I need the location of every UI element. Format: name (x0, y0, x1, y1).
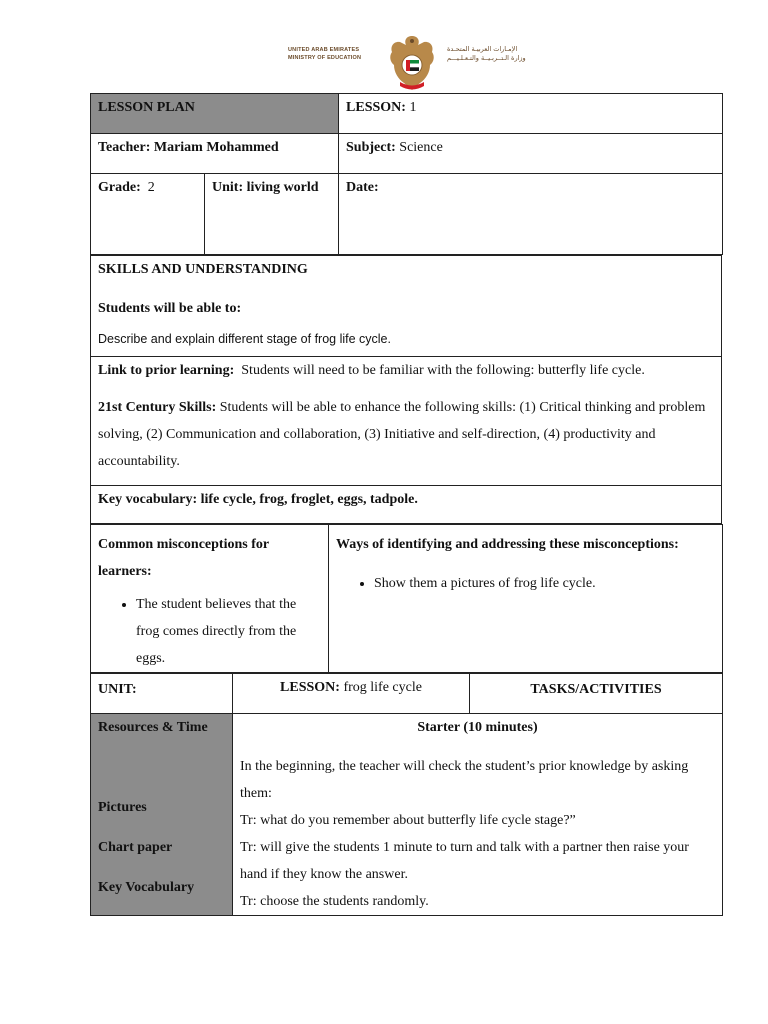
starter-line: In the beginning, the teacher will check the student’s prior knowledge by asking them: (240, 759, 689, 801)
resources-heading: Resources & Time (98, 720, 208, 735)
grade-cell: Grade: 2 (91, 174, 205, 255)
lesson-objective: Describe and explain different stage of frog life cycle. (98, 332, 391, 346)
misconceptions-list (98, 591, 321, 672)
skills-cell (91, 256, 722, 357)
addressing-item: • Show them a pictures of frog life cycle. (374, 570, 715, 597)
subject-cell: Subject: Science (339, 134, 723, 174)
misconceptions-table (90, 524, 723, 673)
ministry-name-arabic: الإمـارات العربيـة المتحـدة وزارة الـتــربـيــة والتـعـلـيـــم (447, 45, 526, 62)
resource-key-vocabulary: Key Vocabulary (98, 880, 195, 895)
lesson-plan-header-table (90, 93, 723, 255)
activities-table (90, 673, 723, 916)
addressing-cell (329, 525, 723, 673)
starter-line: Tr: what do you remember about butterfly life cycle stage?” (240, 813, 576, 828)
lesson-number-cell: LESSON: 1 (339, 94, 723, 134)
unit-label: UNIT: (91, 674, 233, 714)
starter-title: Starter (10 minutes) (417, 720, 538, 735)
resource-pictures: Pictures (98, 800, 147, 815)
prior-learning-cell (91, 357, 722, 486)
starter-cell (233, 714, 723, 916)
able-to-label: Students will be able to: (98, 301, 242, 316)
resource-chart-paper: Chart paper (98, 840, 173, 855)
misconceptions-heading: Common misconceptions for learners: (98, 537, 269, 579)
teacher-name: Teacher: Mariam Mohammed (91, 134, 339, 174)
century-skills: 21st Century Skills: Students will be able to enhance the following skills: (1) Critical thinking and problem solving, (2) Communication and collaboration, (3) Initiative and self-direction, (4) productivity and accountability. (98, 400, 706, 469)
starter-line: Tr: choose the students randomly. (240, 894, 429, 909)
ministry-name-english: UNITED ARAB EMIRATES MINISTRY OF EDUCATION (288, 47, 362, 61)
skills-table (90, 255, 722, 524)
ministry-header (0, 32, 768, 94)
lesson-topic-cell: LESSON: frog life cycle (233, 674, 470, 714)
addressing-heading: Ways of identifying and addressing these misconceptions: (336, 537, 679, 552)
uae-emblem-icon (386, 32, 438, 94)
addressing-list (336, 570, 715, 597)
resources-cell (91, 714, 233, 916)
lesson-plan-title: LESSON PLAN (91, 94, 339, 134)
lesson-plan-document (90, 93, 722, 916)
unit-name: Unit: living world (205, 174, 339, 255)
starter-line: Tr: will give the students 1 minute to turn and talk with a partner then raise your hand if they know the answer. (240, 840, 689, 882)
tasks-activities-heading: TASKS/ACTIVITIES (470, 674, 723, 714)
misconception-item: • The student believes that the frog comes directly from the eggs. (136, 591, 321, 672)
date-cell: Date: (339, 174, 723, 255)
key-vocabulary: Key vocabulary: life cycle, frog, froglet, eggs, tadpole. (91, 486, 722, 524)
misconceptions-cell (91, 525, 329, 673)
skills-heading: SKILLS AND UNDERSTANDING (98, 262, 308, 277)
prior-learning: Link to prior learning: Students will need to be familiar with the following: butterfly life cycle. (98, 363, 645, 378)
